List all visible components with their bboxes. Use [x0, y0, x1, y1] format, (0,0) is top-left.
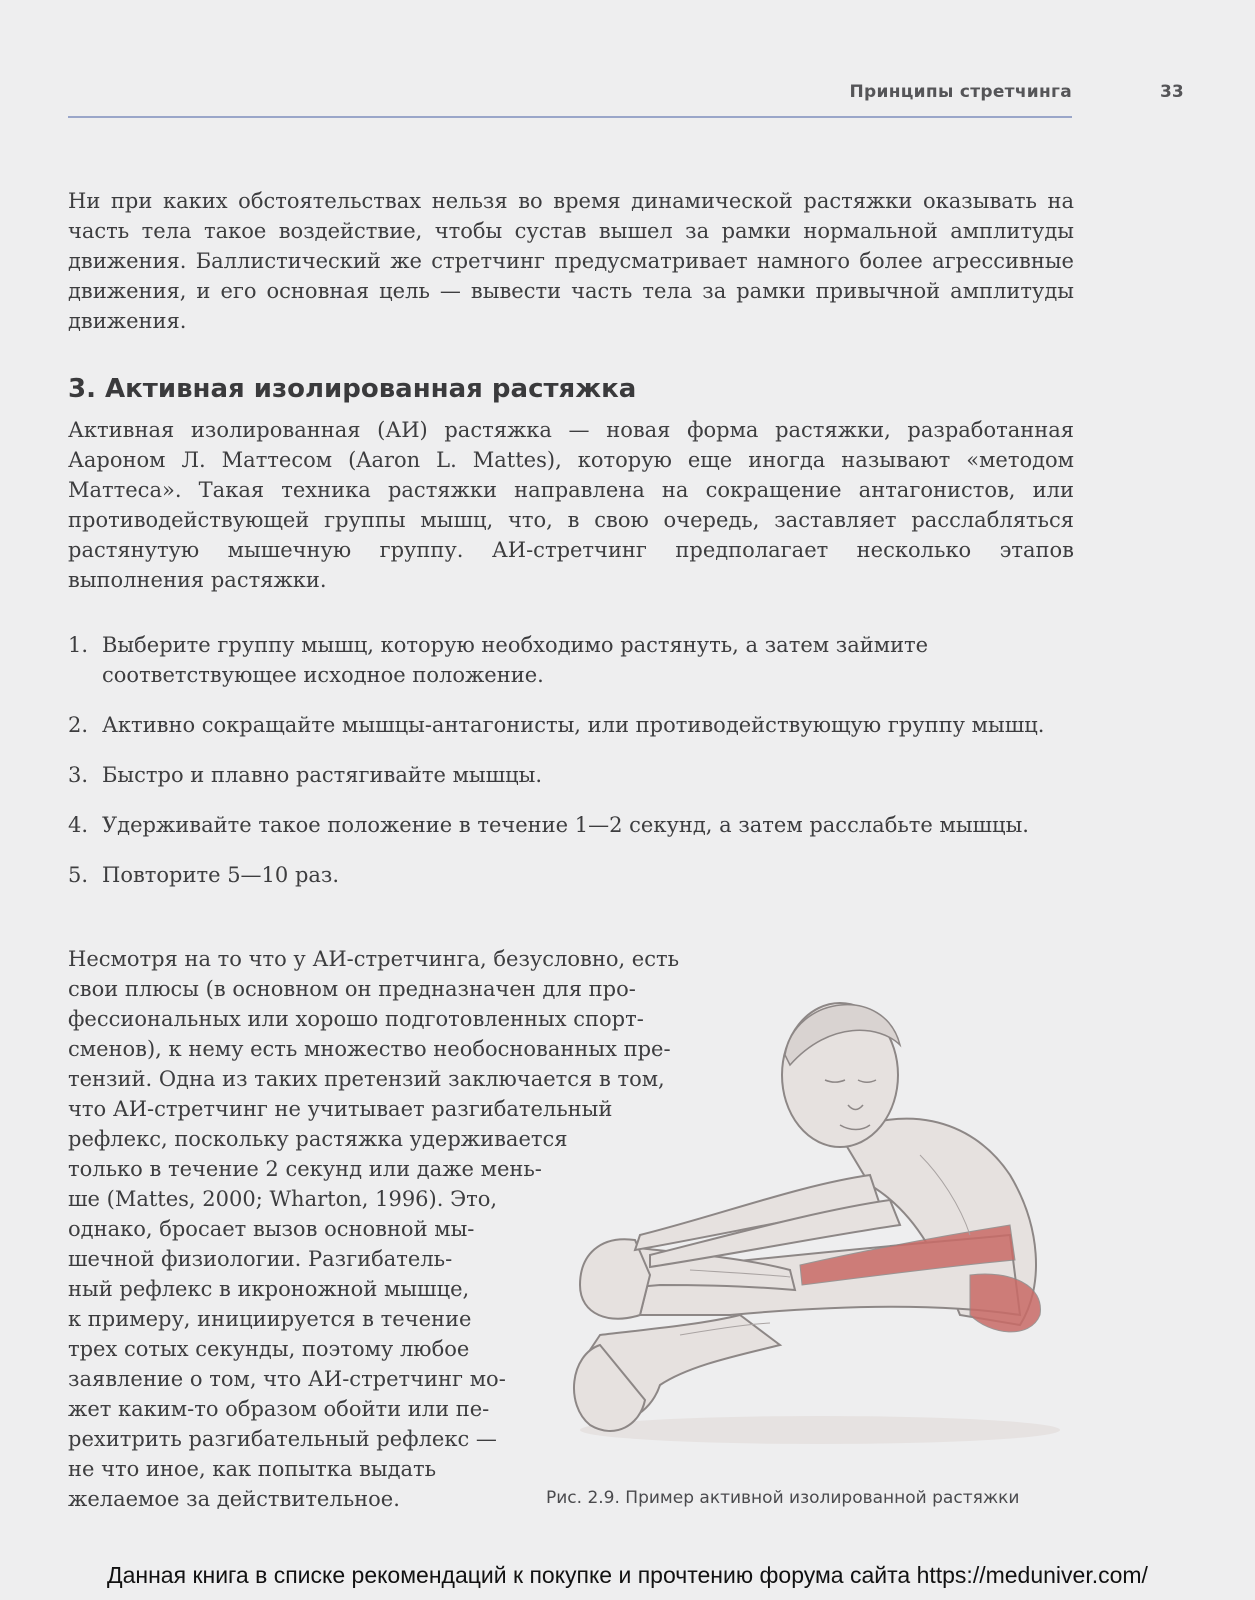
text-line: не что иное, как попытка выдать — [68, 1457, 437, 1481]
text-line: заявление о том, что АИ-стретчинг мо- — [68, 1367, 506, 1391]
step-number: 2. — [68, 713, 89, 737]
text-line: свои плюсы (в основном он предназначен для про- — [68, 977, 636, 1001]
list-item — [68, 710, 1074, 740]
text-line: рефлекс, поскольку растяжка удерживается — [68, 1127, 568, 1151]
paragraph-ai-intro: Активная изолированная (АИ) растяжка — новая форма растяжки, разработанная Аароном Л. Маттесом (Aaron L. Mattes), которую еще иногда называют «методом Маттеса». Такая техника растяжки направлена на сокращение антагонистов, или противодействующей группы мышц, что, в свою очередь, заставляет расслабляться растянутую мышечную группу. АИ-стретчинг предполагает несколько этапов выполнения растяжки. — [68, 418, 1074, 592]
list-item — [68, 630, 1074, 690]
section-heading: 3. Активная изолированная растяжка — [68, 374, 637, 404]
list-item — [68, 860, 1074, 890]
text-line: тензий. Одна из таких претензий заключается в том, — [68, 1067, 665, 1091]
seated-stretch-figure — [540, 985, 1080, 1465]
text-line: фессиональных или хорошо подготовленных спорт- — [68, 1007, 644, 1031]
running-head — [68, 80, 1072, 118]
running-title: Принципы стретчинга — [849, 82, 1072, 102]
text-line: к примеру, инициируется в течение — [68, 1307, 472, 1331]
step-text: Удерживайте такое положение в течение 1—2 секунд, а затем расслабьте мышцы. — [102, 813, 1029, 837]
text-line: ный рефлекс в икроножной мышце, — [68, 1277, 470, 1301]
footer-note: Данная книга в списке рекомендаций к покупке и прочтению форума сайта https://meduniver.com/ — [107, 1562, 1148, 1588]
step-number: 3. — [68, 763, 89, 787]
list-item — [68, 810, 1074, 840]
page-number: 33 — [1160, 82, 1184, 102]
text-line: Несмотря на то что у АИ-стретчинга, безусловно, есть — [68, 947, 680, 971]
text-line: что АИ-стретчинг не учитывает разгибательный — [68, 1097, 613, 1121]
step-text: Выберите группу мышц, которую необходимо растянуть, а затем займите соответствующее исходное положение. — [102, 633, 929, 687]
text-line: шечной физиологии. Разгибатель- — [68, 1247, 453, 1271]
text-line: жет каким-то образом обойти или пе- — [68, 1397, 490, 1421]
step-text: Активно сокращайте мышцы-антагонисты, или противодействующую группу мышц. — [102, 713, 1045, 737]
step-text: Повторите 5—10 раз. — [102, 863, 340, 887]
text-line: только в течение 2 секунд или даже мень- — [68, 1157, 542, 1181]
text-line: рехитрить разгибательный рефлекс — — [68, 1427, 497, 1451]
step-number: 5. — [68, 863, 89, 887]
text-line: трех сотых секунды, поэтому любое — [68, 1337, 470, 1361]
step-text: Быстро и плавно растягивайте мышцы. — [102, 763, 543, 787]
text-line: сменов), к нему есть множество необоснованных пре- — [68, 1037, 671, 1061]
text-line: ше (Mattes, 2000; Wharton, 1996). Это, — [68, 1187, 498, 1211]
step-number: 4. — [68, 813, 89, 837]
figure-caption: Рис. 2.9. Пример активной изолированной растяжки — [546, 1488, 1020, 1508]
text-line: однако, бросает вызов основной мы- — [68, 1217, 475, 1241]
list-item — [68, 760, 1074, 790]
step-number: 1. — [68, 633, 89, 657]
steps-list — [68, 630, 1074, 910]
text-line: желаемое за действительное. — [68, 1487, 400, 1511]
paragraph-dynamic-stretching: Ни при каких обстоятельствах нельзя во время динамической растяжки оказывать на часть тела такое воздействие, чтобы сустав вышел за рамки нормальной амплитуды движения. Баллистический же стретчинг предусматривает намного более агрессивные движения, и его основная цель — вывести часть тела за рамки привычной амплитуды движения. — [68, 189, 1074, 333]
stretching-illustration — [540, 985, 1080, 1465]
